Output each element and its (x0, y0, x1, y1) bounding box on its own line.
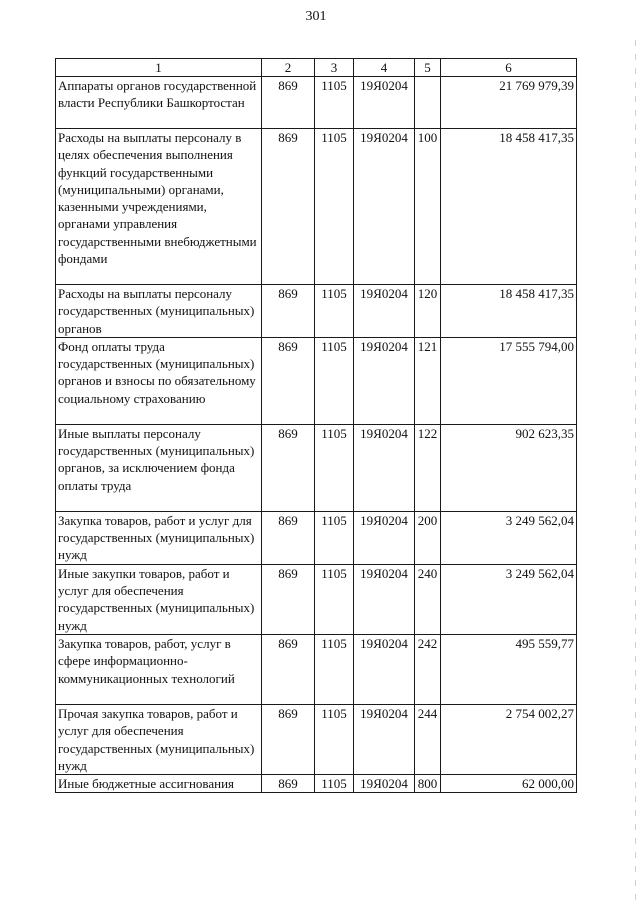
ministry-code-cell: 869 (262, 634, 315, 704)
target-article-cell: 19Я0204 (354, 564, 415, 634)
expense-name-cell: Иные бюджетные ассигнования (56, 775, 262, 793)
table-row (56, 129, 577, 285)
expense-type-cell: 240 (415, 564, 441, 634)
column-number-6: 6 (441, 59, 577, 77)
section-code-cell: 1105 (315, 337, 354, 424)
expense-type-cell: 121 (415, 337, 441, 424)
table-row (56, 424, 577, 511)
section-code-cell: 1105 (315, 285, 354, 338)
amount-cell: 3 249 562,04 (441, 511, 577, 564)
section-code-cell: 1105 (315, 775, 354, 793)
section-code-cell: 1105 (315, 704, 354, 774)
amount-cell: 2 754 002,27 (441, 704, 577, 774)
column-number-2: 2 (262, 59, 315, 77)
section-code-cell: 1105 (315, 511, 354, 564)
column-number-5: 5 (415, 59, 441, 77)
table-row (56, 77, 577, 129)
amount-cell: 18 458 417,35 (441, 285, 577, 338)
expense-name-cell: Закупка товаров, работ и услуг для государственных (муниципальных) нужд (56, 511, 262, 564)
ministry-code-cell: 869 (262, 511, 315, 564)
expense-type-cell: 100 (415, 129, 441, 285)
page-number: 301 (305, 9, 327, 24)
section-code-cell: 1105 (315, 564, 354, 634)
column-number-4: 4 (354, 59, 415, 77)
target-article-cell: 19Я0204 (354, 704, 415, 774)
expense-name-cell: Иные выплаты персоналу государственных (муниципальных) органов, за исключением фонда оплаты труда (56, 424, 262, 511)
expense-name-cell: Прочая закупка товаров, работ и услуг для обеспечения государственных (муниципальных) нужд (56, 704, 262, 774)
expense-name-cell: Фонд оплаты труда государственных (муниципальных) органов и взносы по обязательному социальному страхованию (56, 337, 262, 424)
expense-name-cell: Расходы на выплаты персоналу государственных (муниципальных) органов (56, 285, 262, 338)
expense-name-cell: Закупка товаров, работ, услуг в сфере информационно-коммуникационных технологий (56, 634, 262, 704)
expense-type-cell: 800 (415, 775, 441, 793)
expense-type-cell: 200 (415, 511, 441, 564)
expense-type-cell: 120 (415, 285, 441, 338)
amount-cell: 21 769 979,39 (441, 77, 577, 129)
ministry-code-cell: 869 (262, 424, 315, 511)
expense-name-cell: Иные закупки товаров, работ и услуг для обеспечения государственных (муниципальных) нужд (56, 564, 262, 634)
amount-cell: 902 623,35 (441, 424, 577, 511)
column-number-row (56, 59, 577, 77)
section-code-cell: 1105 (315, 424, 354, 511)
target-article-cell: 19Я0204 (354, 634, 415, 704)
target-article-cell: 19Я0204 (354, 129, 415, 285)
budget-table (55, 58, 577, 793)
ministry-code-cell: 869 (262, 564, 315, 634)
section-code-cell: 1105 (315, 634, 354, 704)
table-row (56, 337, 577, 424)
table-row (56, 775, 577, 793)
ministry-code-cell: 869 (262, 704, 315, 774)
target-article-cell: 19Я0204 (354, 511, 415, 564)
column-number-1: 1 (56, 59, 262, 77)
expense-type-cell: 244 (415, 704, 441, 774)
target-article-cell: 19Я0204 (354, 285, 415, 338)
column-number-3: 3 (315, 59, 354, 77)
target-article-cell: 19Я0204 (354, 77, 415, 129)
ministry-code-cell: 869 (262, 77, 315, 129)
ministry-code-cell: 869 (262, 775, 315, 793)
table-row (56, 564, 577, 634)
amount-cell: 62 000,00 (441, 775, 577, 793)
ministry-code-cell: 869 (262, 337, 315, 424)
section-code-cell: 1105 (315, 129, 354, 285)
expense-name-cell: Аппараты органов государственной власти Республики Башкортостан (56, 77, 262, 129)
expense-type-cell (415, 77, 441, 129)
amount-cell: 3 249 562,04 (441, 564, 577, 634)
amount-cell: 18 458 417,35 (441, 129, 577, 285)
table-row (56, 511, 577, 564)
scan-edge-mark (635, 40, 636, 900)
target-article-cell: 19Я0204 (354, 775, 415, 793)
table-row (56, 285, 577, 338)
amount-cell: 17 555 794,00 (441, 337, 577, 424)
section-code-cell: 1105 (315, 77, 354, 129)
target-article-cell: 19Я0204 (354, 337, 415, 424)
target-article-cell: 19Я0204 (354, 424, 415, 511)
amount-cell: 495 559,77 (441, 634, 577, 704)
table-row (56, 704, 577, 774)
table-row (56, 634, 577, 704)
ministry-code-cell: 869 (262, 129, 315, 285)
ministry-code-cell: 869 (262, 285, 315, 338)
expense-type-cell: 122 (415, 424, 441, 511)
expense-name-cell: Расходы на выплаты персоналу в целях обеспечения выполнения функций государственными (муниципальными) органами, казенными учреждениями, органами управления государственными внебюджетными фондами (56, 129, 262, 285)
expense-type-cell: 242 (415, 634, 441, 704)
